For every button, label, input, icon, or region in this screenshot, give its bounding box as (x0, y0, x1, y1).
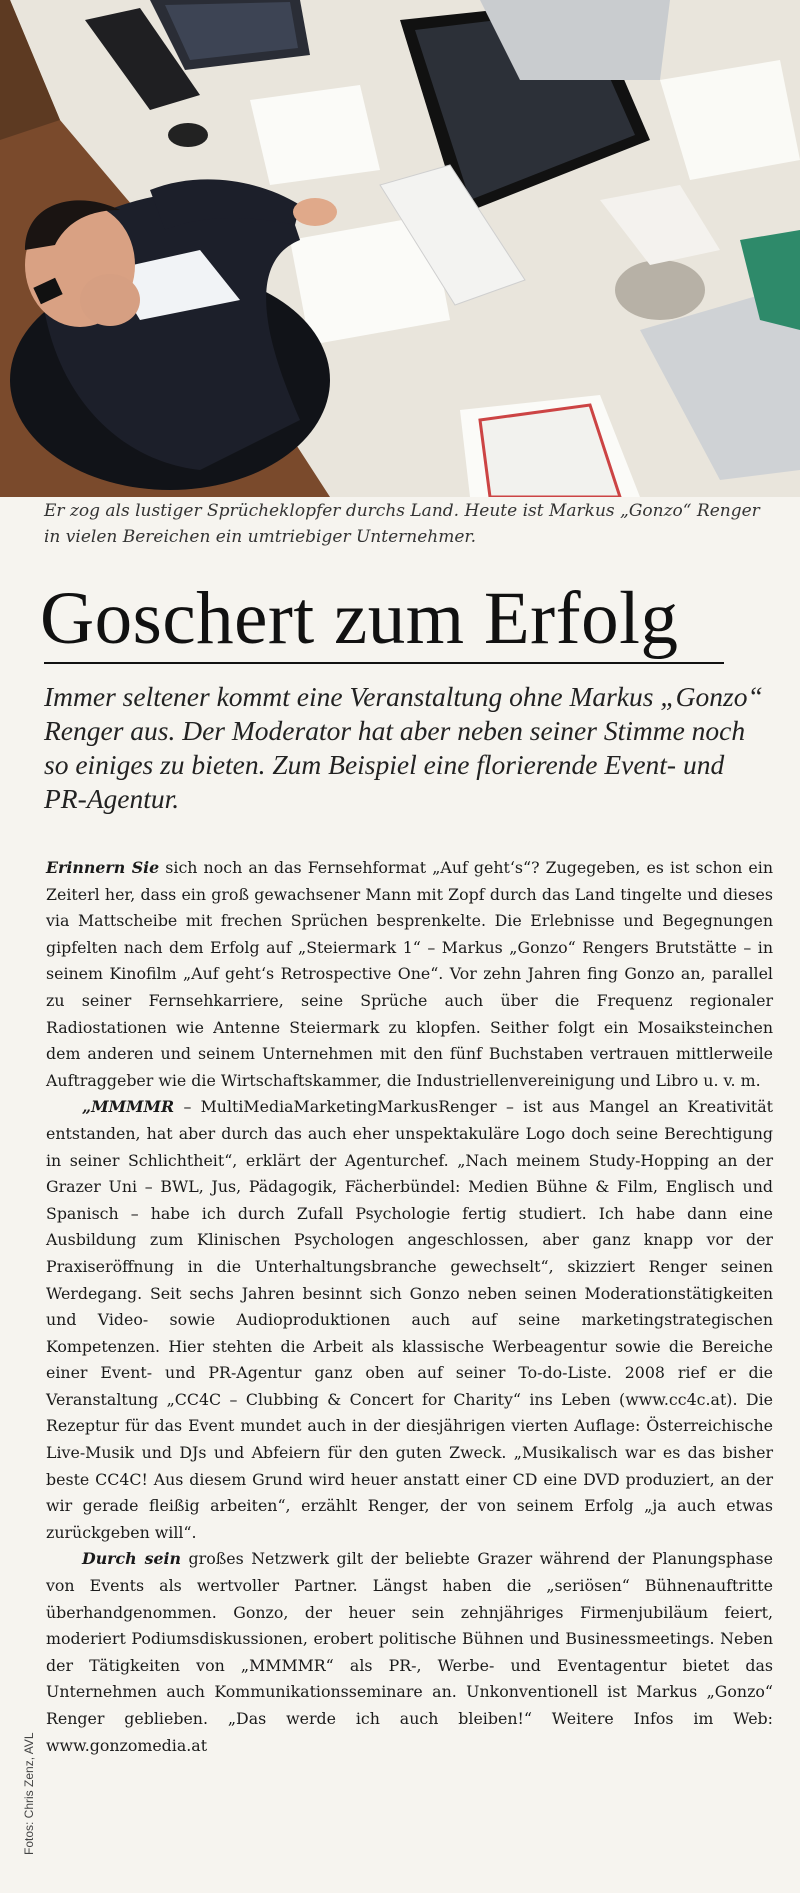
headline: Goschert zum Erfolg (40, 577, 679, 660)
photo-credit: Fotos: Chris Zenz, AVL (22, 1732, 36, 1855)
photo-caption: Er zog als lustiger Sprücheklopfer durchs Land. Heute ist Markus „Gonzo“ Renger in vielen Bereichen ein umtriebiger Unternehmer. (44, 501, 760, 547)
paragraph (46, 1094, 773, 1546)
headline-rule (44, 662, 724, 664)
intro-text: Immer seltener kommt eine Veranstaltung ohne Markus „Gonzo“ Renger aus. Der Moderator hat aber neben seiner Stimme noch so einiges zu bieten. Zum Beispiel eine florierende Event- und PR-Agentur. (44, 681, 763, 814)
paragraph-lead: Erinnern Sie (46, 858, 160, 877)
office-desk-photo-icon (0, 0, 800, 497)
paragraph-lead: „MMMMR (82, 1097, 175, 1117)
paragraph (46, 1546, 773, 1759)
paragraph-text: sich noch an das Fernsehformat „Auf geht‘s“? Zugegeben, es ist schon ein Zeiterl her, dass ein groß gewachsener Mann mit Zopf durch das Land tingelte und dieses via Mattscheibe mit frechen Sprüchen besprenkelte. Die Erlebnisse und Begegnungen gipfelten nach dem Erfolg auf „Steiermark 1“ – Markus „Gonzo“ Rengers Brutstätte – in seinem Kinofilm „Auf geht‘s Retrospective One“. Vor zehn Jahren fing Gonzo an, parallel zu seiner Fernsehkarriere, seine Sprüche auch über die Frequenz regionaler Radiostationen wie Antenne Steiermark zu klopfen. Seither folgt ein Mosaiksteinchen dem anderen und seinem Unternehmen mit den fünf Buchstaben vertrauen mittlerweile Auftraggeber wie die Wirtschaftskammer, die Industriellenvereinigung und Libro u. v. m. (46, 858, 774, 1090)
paragraph-text: großes Netzwerk gilt der beliebte Grazer während der Planungsphase von Events als wertvoller Partner. Längst haben die „seriösen“ Bühnenauftritte überhandgenommen. Gonzo, der heuer sein zehnjähriges Firmenjubiläum feiert, moderiert Podiumsdiskussionen, erobert politische Bühnen und Businessmeetings. Neben der Tätigkeiten von „MMMMR“ als PR-, Werbe- und Eventagentur bietet das Unternehmen auch Kommunikationsseminare an. Unkonventionell ist Markus „Gonzo“ Renger geblieben. „Das werde ich auch bleiben!“ Weitere Infos im Web: www.gonzomedia.at (46, 1549, 773, 1755)
article-body (46, 855, 773, 1759)
paragraph-text: – MultiMediaMarketingMarkusRenger – ist aus Mangel an Kreativität entstanden, hat aber durch das auch eher unspektakuläre Logo doch seine Berechtigung in seiner Schlichtheit“, erklärt der Agenturchef. „Nach meinem Study-Hopping an der Grazer Uni – BWL, Jus, Pädagogik, Fächerbündel: Medien Bühne & Film, Englisch und Spanisch – habe ich durch Zufall Psychologie fertig studiert. Ich habe dann eine Ausbildung zum Klinischen Psychologen angeschlossen, aber ganz knapp vor der Praxiseröffnung in die Unterhaltungsbranche gewechselt“, skizziert Renger seinen Werdegang. Seit sechs Jahren besinnt sich Gonzo neben seinen Moderationstätigkeiten und Video- sowie Audioproduktionen auch auf seine marketingstrategischen Kompetenzen. Hier stehten die Arbeit als klassische Werbeagentur sowie die Bereiche einer Event- und PR-Agentur ganz oben auf seiner To-do-Liste. 2008 rief er die Veranstaltung „CC4C – Clubbing & Concert for Charity“ ins Leben (www.cc4c.at). Die Rezeptur für das Event mundet auch in der diesjährigen vierten Auflage: Österreichische Live-Musik und DJs und Abfeiern für den guten Zweck. „Musikalisch war es das bisher beste CC4C! Aus diesem Grund wird heuer anstatt einer CD eine DVD produziert, an der wir gerade fleißig arbeiten“, erzählt Renger, der von seinem Erfolg „ja auch etwas zurückgeben will“. (46, 1097, 773, 1542)
paragraph-lead: Durch sein (82, 1549, 182, 1569)
hero-photo (0, 0, 800, 497)
paragraph (46, 855, 773, 1094)
